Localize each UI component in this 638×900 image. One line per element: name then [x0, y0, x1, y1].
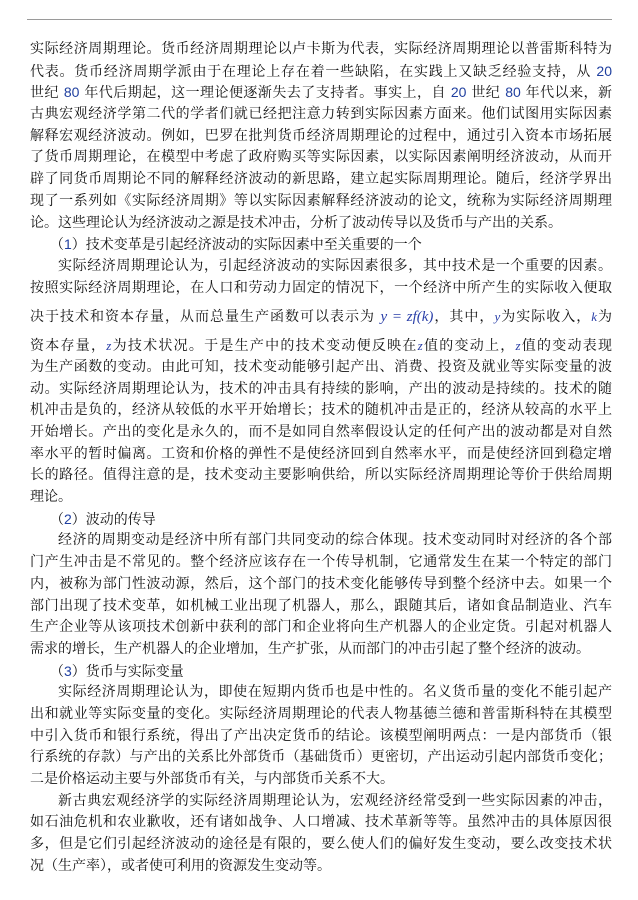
- text-run: 辟了同货币周期论不同的解释经济波动的新思路，建立起实际周期理论。随后，经济学界出: [30, 171, 612, 188]
- text-run: 值的变动上，: [422, 338, 516, 355]
- text-run: 如石油危机和农业歉收，还有诸如战争、人口增减、技术革新等等。虽然冲击的具体原因很: [30, 814, 612, 831]
- paragraph-line: [30, 299, 612, 335]
- paragraph-line: [30, 552, 612, 574]
- text-run: （: [50, 663, 64, 680]
- math-variable: k: [591, 309, 598, 325]
- text-run: 生产企业等从该项技术创新中获利的部门和企业将向生产机器人的企业定货。引起对机器人: [30, 619, 612, 636]
- paragraph-line: [30, 704, 612, 726]
- paragraph-line: [30, 61, 612, 83]
- paragraph-line: [30, 256, 612, 278]
- text-run: 二是价格运动主要与外部货币有关，与内部货币关系不大。: [30, 771, 394, 787]
- paragraph-line: [30, 596, 612, 618]
- text-run: 需求的增长，生产机器人的企业增加，生产扩张，从而部门的冲击引起了整个经济的波动。: [30, 640, 590, 657]
- number-run: 1: [64, 236, 72, 253]
- text-run: 决于技术和资本存量，从而总量生产函数可以表示为: [30, 309, 381, 326]
- text-run: 动。实际经济周期理论认为，技术的冲击具有持续的影响，产出的波动是持续的。技术的随: [30, 380, 612, 397]
- paragraph-line: [30, 726, 612, 748]
- paragraph-line: [30, 357, 612, 379]
- paragraph-line: [30, 191, 612, 213]
- paragraph-line: [30, 834, 612, 856]
- number-run: 20: [450, 84, 467, 101]
- paragraph-line: [30, 104, 612, 126]
- text-run: 现了一系列如《实际经济周期》等以实际因素解释经济波动的论文，统称为实际经济周期理: [30, 192, 612, 209]
- text-run: 实际经济周期理论。货币经济周期理论以卢卡斯为代表，实际经济周期理论以普雷斯科特为: [30, 41, 612, 57]
- text-run: 论。这些理论认为经济波动之源是技术冲击，分析了波动传导以及货币与产出的关系。: [30, 214, 562, 231]
- text-run: 理论。: [30, 489, 72, 506]
- paragraph-line: [30, 278, 612, 300]
- text-run: 经济的周期变动是经济中所有部门共同变动的综合体现。技术变动同时对经济的各个部: [58, 532, 612, 549]
- number-run: 3: [64, 662, 72, 679]
- paragraph-line: [30, 39, 612, 61]
- text-run: 年代以来，新: [520, 85, 612, 102]
- text-run: 出和就业等实际变量的变化。实际经济周期理论的代表人物基德兰德和普雷斯科特在其模型: [30, 705, 612, 722]
- paragraph-line: [30, 812, 612, 834]
- text-run: 按照实际经济周期理论，在人口和劳动力固定的情况下，一个经济中所产生的实际收入便取: [30, 279, 612, 296]
- text-run: 行系统的存款）与产出的关系比外部货币（基础货币）更密切，产出运动引起内部货币变化；: [30, 749, 612, 766]
- paragraph-line: [30, 169, 612, 191]
- paragraph-line: [30, 574, 612, 596]
- text-run: ，其中，: [433, 309, 495, 326]
- paragraph-line: [30, 747, 612, 769]
- paragraph-line: [30, 213, 612, 235]
- text-run: （: [50, 237, 64, 254]
- text-run: 古典宏观经济学第二代的学者们就已经把注意力转到实际因素方面来。他们试图用实际因素: [30, 106, 612, 123]
- paragraph-line: [30, 82, 612, 104]
- text-run: 机冲击是负的，经济从较低的水平开始增长；技术的随机冲击是正的，经济从较高的水平上: [30, 402, 612, 419]
- text-run: 部门出现了技术变革，如机械工业出现了机器人，那么，跟随其后，诸如食品制造业、汽车: [30, 597, 612, 614]
- document-body: [30, 39, 612, 877]
- text-run: 实际经济周期理论认为，引起经济波动的实际因素很多，其中技术是一个重要的因素。: [58, 257, 612, 274]
- text-run: 为生产函数的变动。由此可知，技术变动能够引起产出、消费、投资及就业等实际变量的波: [30, 358, 612, 375]
- number-run: 80: [505, 84, 521, 101]
- section-heading: [30, 234, 612, 256]
- paragraph-line: [30, 639, 612, 661]
- text-run: 了货币周期理论，在模型中考虑了政府购买等实际因素，以实际因素阐明经济波动，从而开: [30, 149, 612, 166]
- paragraph-line: [30, 465, 612, 487]
- text-run: ）货币与实际变量: [71, 663, 184, 680]
- text-run: （: [50, 511, 64, 528]
- production-function-formula: y = zf(k): [380, 309, 434, 326]
- number-run: 20: [596, 62, 612, 79]
- paragraph-line: [30, 422, 612, 444]
- text-run: 为: [597, 309, 612, 326]
- paragraph-line: [30, 791, 612, 813]
- text-run: 资本存量，: [30, 338, 107, 355]
- text-run: ）技术变革是引起经济波动的实际因素中至关重要的一个: [71, 237, 422, 254]
- paragraph-line: [30, 335, 612, 357]
- paragraph-line: [30, 487, 612, 509]
- text-run: 率水平的暂时偏离。工资和价格的弹性不是使经济回到自然率水平，而是使经济回到稳定增: [30, 445, 612, 462]
- text-run: 门产生冲击是不常见的。整个经济应该存在一个传导机制，它通常发生在某一个特定的部门: [30, 554, 612, 571]
- paragraph-line: [30, 126, 612, 148]
- text-run: 开始增长。产出的变化是永久的，而不是如同自然率假设认定的任何产出的波动都是对自然: [30, 424, 612, 440]
- text-run: 实际经济周期理论认为，即使在短期内货币也是中性的。名义货币量的变化不能引起产: [58, 684, 612, 701]
- text-run: 多，但是它们引起经济波动的途径是有限的，要么使人们的偏好发生变动，要么改变技术状: [30, 836, 612, 853]
- paragraph-line: [30, 444, 612, 466]
- math-variable: z: [106, 338, 112, 354]
- paragraph-line: [30, 856, 612, 878]
- math-variable: y: [494, 309, 501, 325]
- paragraph-line: [30, 379, 612, 401]
- section-heading: [30, 509, 612, 531]
- text-run: 为技术状况。于是生产中的技术变动便反映在: [111, 338, 418, 355]
- paragraph-line: [30, 617, 612, 639]
- paragraph-line: [30, 147, 612, 169]
- text-run: 世纪: [30, 85, 64, 102]
- text-run: ）波动的传导: [71, 511, 156, 528]
- text-run: 内，被称为部门性波动源，然后，这个部门的技术变化能够传导到整个经济中去。如果一个: [30, 575, 612, 592]
- text-run: 况（生产率），或者使可利用的资源发生变动等。: [30, 857, 331, 874]
- text-run: 代表。货币经济周期学派由于在理论上存在着一些缺陷，在实践上又缺乏经验支持，从: [30, 63, 597, 80]
- text-run: 新古典宏观经济学的实际经济周期理论认为，宏观经济经常受到一些实际因素的冲击，: [58, 792, 612, 809]
- text-run: 为实际收入，: [500, 309, 592, 326]
- text-run: 中引入货币和银行系统，得出了产出决定货币的结论。该模型阐明两点：一是内部货币（银: [30, 727, 612, 744]
- math-variable: z: [515, 338, 521, 354]
- text-run: 世纪: [466, 85, 506, 102]
- header-rule: [27, 19, 612, 20]
- text-run: 年代后期起，这一理论便逐渐失去了支持者。事实上，自: [79, 85, 451, 102]
- section-heading: [30, 661, 612, 683]
- text-run: 解释宏观经济波动。例如，巴罗在批判货币经济周期理论的过程中，通过引入资本市场拓展: [30, 127, 612, 144]
- number-run: 2: [64, 510, 72, 527]
- paragraph-line: [30, 682, 612, 704]
- paragraph-line: [30, 530, 612, 552]
- text-run: 值的变动表现: [520, 338, 612, 355]
- paragraph-line: [30, 400, 612, 422]
- math-variable: z: [417, 338, 423, 354]
- paragraph-line: [30, 769, 612, 791]
- number-run: 80: [63, 84, 80, 101]
- text-run: 长的路径。值得注意的是，技术变动主要影响供给，所以实际经济周期理论等价于供给周期: [30, 467, 612, 484]
